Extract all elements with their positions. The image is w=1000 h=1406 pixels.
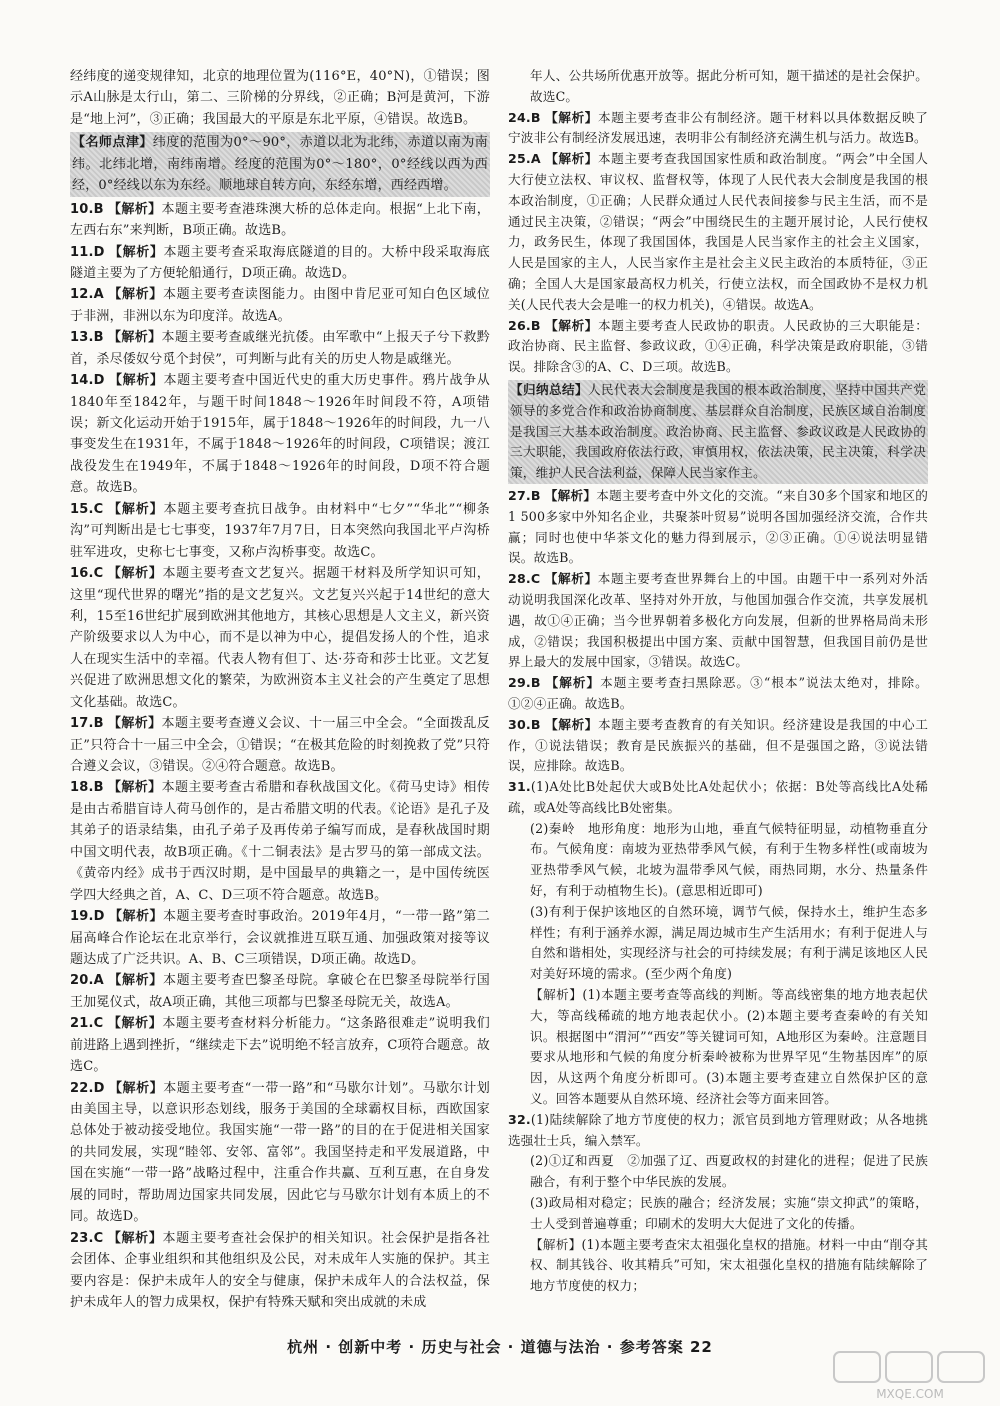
answer-letter: C [93, 566, 104, 582]
teacher-tip-text: 纬度的范围为0°～90°，赤道以北为北纬，赤道以南为南纬。北纬北增，南纬南增。经度的范围为0°～180°，0°经线以西为西经，0°经线以东为东经。顺地球自转方向，东经东增，西经西增。 [72, 135, 489, 194]
analysis-text: 本题主要考查戚继光抗倭。由军歌中“上报天子兮下救黔首，杀尽倭奴兮觅个封侯”，可判断与此有关的历史人物是戚继光。 [70, 330, 490, 367]
answer-letter: B [530, 487, 541, 503]
left-answer-list [70, 199, 490, 1314]
question-number: 25. [508, 151, 531, 167]
answer-item [508, 673, 928, 715]
answer-item [508, 486, 928, 569]
answer-part-1: (1)A处比B处起伏大或B处比A处起伏小；依据：B处等高线比A处稀疏，或A处等高线比B处密集。 [508, 779, 928, 815]
analysis-text: (1)本题主要考查等高线的判断。等高线密集的地方地表起伏大，等高线稀疏的地方地表起伏小。(2)本题主要考查秦岭的有关知识。根据图中“渭河”“西安”等关键词可知，A地形区为秦岭。注意题目要求从地形和气候的角度分析秦岭被称为世界罕见“生物基因库”的原因，从这两个角度分析即可。(3)本题主要考查建立自然保护区的意义。回答本题要从自然环境、经济社会等方面来回答。 [530, 987, 928, 1107]
answer-letter: C [93, 501, 104, 517]
question-number: 32. [508, 1111, 531, 1127]
question-number: 18. [70, 780, 94, 796]
analysis-tag: 【解析】 [544, 487, 597, 503]
answer-part-1: (1)陆续解除了地方节度使的权力；派官员到地方管理财政；从各地挑选强壮士兵，编入禁军。 [508, 1111, 928, 1148]
analysis-text: 本题主要考查遵义会议、十一届三中全会。“全面拨乱反正”只符合十一届三中全会，①错误；“在极其危险的时刻挽救了党”只符合遵义会议，③错误。②④符合题意。故选B。 [70, 716, 490, 774]
answer-item [70, 327, 490, 370]
answer-letter: D [93, 1080, 105, 1096]
question-number: 14. [70, 373, 94, 389]
analysis-text: 本题主要考查教育的有关知识。经济建设是我国的中心工作，①说法错误；教育是民族振兴的基础，但不是强国之路，③说法错误，应排除。故选B。 [508, 716, 928, 774]
answer-letter: C [93, 1016, 104, 1032]
answer-item [70, 906, 490, 970]
analysis-tag: 【解析】 [107, 287, 163, 303]
analysis-tag: 【解析】 [530, 987, 583, 1003]
analysis-tag: 【解析】 [108, 244, 164, 260]
analysis-tag: 【解析】 [107, 1016, 163, 1032]
answer-item [70, 499, 490, 563]
answer-item [508, 108, 928, 150]
question-number: 22. [70, 1080, 94, 1096]
answer-letter: C [93, 1230, 104, 1246]
analysis-text: 本题主要考查时事政治。2019年4月，“一带一路”第二届高峰合作论坛在北京举行，会议就推进互联互通、加强政策对接等议题达成了广泛共识。A、B、C三项错误，D项正确。故选D。 [70, 909, 490, 967]
answer-letter: B [530, 109, 541, 125]
analysis-tag: 【解析】 [544, 109, 599, 125]
analysis-tag: 【解析】 [107, 1230, 163, 1246]
analysis-tag: 【解析】 [108, 1080, 164, 1096]
analysis-text: 本题主要考查非公有制经济。题干材料以具体数据反映了宁波非公有制经济发展迅速，表明非公有制经济充满生机与活力。故选B。 [508, 109, 928, 146]
answer-letter: A [93, 287, 104, 303]
answer-letter: A [530, 151, 541, 167]
analysis-text: 本题主要考查我国国家性质和政治制度。“两会”中全国人大行使立法权、审议权、监督权等，体现了人民代表大会制度是我国的根本政治制度，①正确；人民群众通过人民代表间接参与民主生活，而不是通过民主决策，②错误；“两会”中围绕民生的主题开展讨论，人民行使权力，政务民生，体现了我国国体，我国是人民当家作主的社会主义国家，人民是国家的主人，人民当家作主是社会主义民主政治的本质特征，③正确；全国人大是国家最高权力机关，行使立法权，而全国政协不是权力机关(人民代表大会是唯一的权力机关)，④错误。故选A。 [508, 151, 929, 312]
right-column [508, 66, 928, 1297]
answer-item [70, 1228, 490, 1314]
question-number: 28. [508, 571, 531, 587]
answer-item [70, 713, 490, 777]
analysis-tag: 【解析】 [107, 716, 162, 732]
right-answer-list [508, 108, 928, 378]
left-column [70, 66, 490, 1313]
answer-item [70, 242, 490, 285]
analysis-text: 本题主要考查文艺复兴。据题干材料及所学知识可知，这里“现代世界的曙光”指的是文艺复兴。文艺复兴兴起于14世纪的意大利，15至16世纪扩展到欧洲其他地方，其核心思想是人文主义，新兴资产阶级要求以人为中心，而不是以神为中心，提倡发扬人的个性，追求人在现实生活中的幸福。代表人物有但丁、达·芬奇和莎士比亚。文艺复兴促进了欧洲思想文化的繁荣，为欧洲资本主义社会的产生奠定了思想文化基础。故选C。 [70, 566, 490, 710]
summary-text: 人民代表大会制度是我国的根本政治制度，坚持中国共产党领导的多党合作和政治协商制度、基层群众自治制度，民族区域自治制度是我国三大基本政治制度。政治协商、民主监督、参政议政是人民政协的三大职能，我国政府依法行政，审慎用权，依法决策，民主决策，科学决策，维护人民合法利益，保障人民当家作主。 [510, 381, 927, 481]
analysis-text: 本题主要考查读图能力。由图中肯尼亚可知白色区域位于非洲，非洲以东为印度洋。故选A。 [70, 287, 490, 324]
answer-letter: B [93, 201, 104, 217]
answer-letter: B [530, 675, 541, 691]
answer-item [70, 284, 490, 327]
answer-letter: B [530, 716, 541, 732]
answer-item [70, 1013, 490, 1077]
question-number: 20. [70, 973, 94, 989]
question-number: 21. [70, 1016, 94, 1032]
page-footer: 杭州 · 创新中考 · 历史与社会 · 道德与法治 · 参考答案 22 [287, 1338, 713, 1356]
answer-letter: D [93, 373, 105, 389]
question-number: 24. [508, 109, 531, 125]
summary-tag: 【归纳总结】 [510, 381, 589, 397]
analysis-text: 本题主要考查古希腊和春秋战国文化。《荷马史诗》相传是由古希腊盲诗人荷马创作的，是古希腊文明的代表。《论语》是孔子及其弟子的语录结集，由孔子弟子及再传弟子编写而成，是春秋战国时期中国文明代表，故B项正确。《十二铜表法》是古罗马的第一部成文法。《黄帝内经》成书于西汉时期，是中国最早的典籍之一，是中国传统医学四大经典之首，A、C、D三项不符合题意。故选B。 [70, 780, 490, 903]
analysis-tag: 【解析】 [544, 151, 598, 167]
analysis-text: 本题主要考查采取海底隧道的目的。大桥中段采取海底隧道主要为了方便轮船通行，D项正确。故选D。 [70, 244, 490, 281]
answer-letter: C [530, 571, 541, 587]
answer-letter: D [93, 244, 105, 260]
analysis-text: 本题主要考查扫黑除恶。③“根本”说法太绝对，排除。①②④正确。故选B。 [508, 675, 928, 711]
answer-item [70, 1078, 490, 1228]
analysis-tag: 【解析】 [544, 571, 598, 587]
analysis-tag: 【解析】 [107, 566, 163, 582]
analysis-text: 本题主要考查港珠澳大桥的总体走向。根据“上北下南，左西右东”来判断，B项正确。故选B。 [70, 201, 490, 239]
question-number: 27. [508, 487, 531, 503]
question-number: 16. [70, 566, 94, 582]
answer-part-3: (3)有利于保护该地区的自然环境，调节气候，保持水土，维护生态多样性；有利于涵养水源，满足周边城市生产生活用水；有利于促进人与自然和谐相处，实现经济与社会的可持续发展；有利于满足该地区人民对美好环境的需求。(至少两个角度) [530, 903, 928, 982]
analysis-text: 本题主要考查“一带一路”和“马歇尔计划”。马歇尔计划由美国主导，以意识形态划线，服务于美国的全球霸权目标，西欧国家总体处于被动接受地位。我国实施“一带一路”的目的在于促进相关国家的共同发展，实现“睦邻、安邻、富邻”。我国坚持走和平发展道路，中国在实施“一带一路”战略过程中，注重合作共赢、互利互惠，在自身发展的同时，帮助周边国家共同发展，因此它与马歇尔计划有本质上的不同。故选D。 [70, 1080, 490, 1225]
analysis-tag: 【解析】 [107, 780, 162, 796]
analysis-text: 本题主要考查抗日战争。由材料中“七夕”“华北”“柳条沟”可判断出是七七事变，1937年7月7日，日本突然向我国北平卢沟桥驻军进攻，史称七七事变，又称卢沟桥事变。故选C。 [70, 501, 490, 560]
analysis-tag: 【解析】 [544, 317, 599, 333]
answer-part-2: (2)①辽和西夏 ②加强了辽、西夏政权的封建化的进程；促进了民族融合，有利于整个中华民族的发展。 [530, 1153, 928, 1190]
teacher-tip-tag: 【名师点津】 [72, 135, 153, 151]
analysis-text: 本题主要考查中国近代史的重大历史事件。鸦片战争从1840年至1842年，与题干时间1848～1926年时间段不符，A项错误；新文化运动开始于1915年，属于1848～1926年的时间段，九一八事变发生在1931年，不属于1848～1926年的时间段，C项错误；渡江战役发生在1949年，不属于1848～1926年的时间段，D项不符合题意。故选B。 [70, 373, 490, 496]
right-answer-list-2 [508, 486, 928, 777]
answer-item [508, 715, 928, 777]
answer-item [508, 569, 928, 673]
analysis-tag: 【解析】 [107, 501, 164, 517]
watermark-text: MXQE.COM [876, 1387, 944, 1401]
teacher-tip-box [70, 132, 490, 196]
watermark-logo [830, 1346, 990, 1402]
analysis-text: 本题主要考查社会保护的相关知识。社会保护是指各社会团体、企事业组织和其他组织及公民，对未成年人实施的保护。其主要内容是：保护未成年人的安全与健康，保护未成年人的合法权益，保护未成年人的智力成果权，保护有特殊天赋和突出成就的未成 [70, 1230, 490, 1310]
question-31 [508, 777, 928, 1110]
question-number: 29. [508, 675, 531, 691]
answer-item [70, 777, 490, 906]
answer-item [70, 370, 490, 499]
question-number: 19. [70, 909, 94, 925]
analysis-text: 本题主要考查材料分析能力。“这条路很难走”说明我们前进路上遇到挫折，“继续走下去”说明绝不轻言放弃，C项符合题意。故选C。 [70, 1016, 490, 1075]
analysis-tag: 【解析】 [108, 373, 164, 389]
analysis-text: 本题主要考查人民政协的职责。人民政协的三大职能是：政治协商、民主监督、参政议政，①④正确，科学决策是政府职能，③错误。排除含③的A、C、D三项。故选B。 [508, 317, 928, 375]
answer-item [70, 563, 490, 713]
question-number: 30. [508, 716, 531, 732]
answer-letter: B [93, 330, 104, 346]
analysis-tag: 【解析】 [544, 675, 601, 691]
paragraph-continued-right: 年人、公共场所优惠开放等。据此分析可知，题干描述的是社会保护。故选C。 [530, 68, 928, 104]
analysis-text: (1)本题主要考查宋太祖强化皇权的措施。材料一中由“削夺其权、制其钱谷、收其精兵”可知，宋太祖强化皇权的措施有陆续解除了地方节度使的权力； [530, 1236, 928, 1294]
answer-item [508, 316, 928, 378]
answer-item [508, 149, 928, 315]
summary-box [508, 380, 928, 484]
answer-letter: B [530, 317, 541, 333]
question-number: 13. [70, 330, 94, 346]
paragraph-continued: 经纬度的递变规律知，北京的地理位置为(116°E，40°N)，①错误；图示A山脉是太行山，第二、三阶梯的分界线，②正确；B河是黄河，下游是“地上河”，③正确；我国最大的平原是东北平原，④错误。故选B。 [70, 69, 490, 127]
question-number: 10. [70, 201, 94, 217]
answer-letter: A [93, 973, 104, 989]
question-number: 15. [70, 501, 94, 517]
answer-part-3: (3)政局相对稳定；民族的融合；经济发展；实施“崇文抑武”的策略，士人受到普遍尊重；印刷术的发明大大促进了文化的传播。 [530, 1195, 928, 1231]
analysis-tag: 【解析】 [107, 973, 163, 989]
analysis-text: 本题主要考查中外文化的交流。“来自30多个国家和地区的1 500多家中外知名企业，共聚茶叶贸易”说明各国加强经济交流，合作共赢；同时也使中华茶文化的魅力得到展示，②③正确。①④说法明显错误。故选B。 [508, 487, 928, 566]
answer-item [70, 970, 490, 1013]
answer-letter: B [93, 780, 104, 796]
analysis-tag: 【解析】 [530, 1236, 582, 1252]
answer-letter: B [93, 716, 104, 732]
question-number: 17. [70, 716, 94, 732]
question-32 [508, 1110, 928, 1297]
question-number: 11. [70, 244, 94, 260]
answer-part-2: (2)秦岭 地形角度：地形为山地，垂直气候特征明显，动植物垂直分布。气候角度：南坡为亚热带季风气候，有利于生物多样性(或南坡为亚热带季风气候，北坡为温带季风气候，雨热同期，水分、热量条件好，有利于动植物生长)。(意思相近即可) [530, 820, 928, 899]
answer-item [70, 199, 490, 242]
question-number: 23. [70, 1230, 94, 1246]
analysis-tag: 【解析】 [107, 330, 162, 346]
analysis-text: 本题主要考查世界舞台上的中国。由题干中一系列对外活动说明我国深化改革、坚持对外开放，与他国加强合作交流，共享发展机遇，故①④正确；当今世界朝着多极化方向发展，但新的世界格局尚未形成，②错误；我国积极提出中国方案、贡献中国智慧，但我国目前仍是世界上最大的发展中国家，③错误。故选C。 [508, 571, 929, 670]
question-number: 12. [70, 287, 94, 303]
answer-letter: D [93, 909, 105, 925]
question-number: 26. [508, 317, 531, 333]
analysis-tag: 【解析】 [544, 716, 599, 732]
analysis-tag: 【解析】 [107, 201, 162, 217]
question-number: 31. [508, 779, 531, 795]
analysis-text: 本题主要考查巴黎圣母院。拿破仑在巴黎圣母院举行国王加冕仪式，故A项正确，其他三项都与巴黎圣母院无关，故选A。 [70, 973, 490, 1010]
analysis-tag: 【解析】 [108, 909, 163, 925]
